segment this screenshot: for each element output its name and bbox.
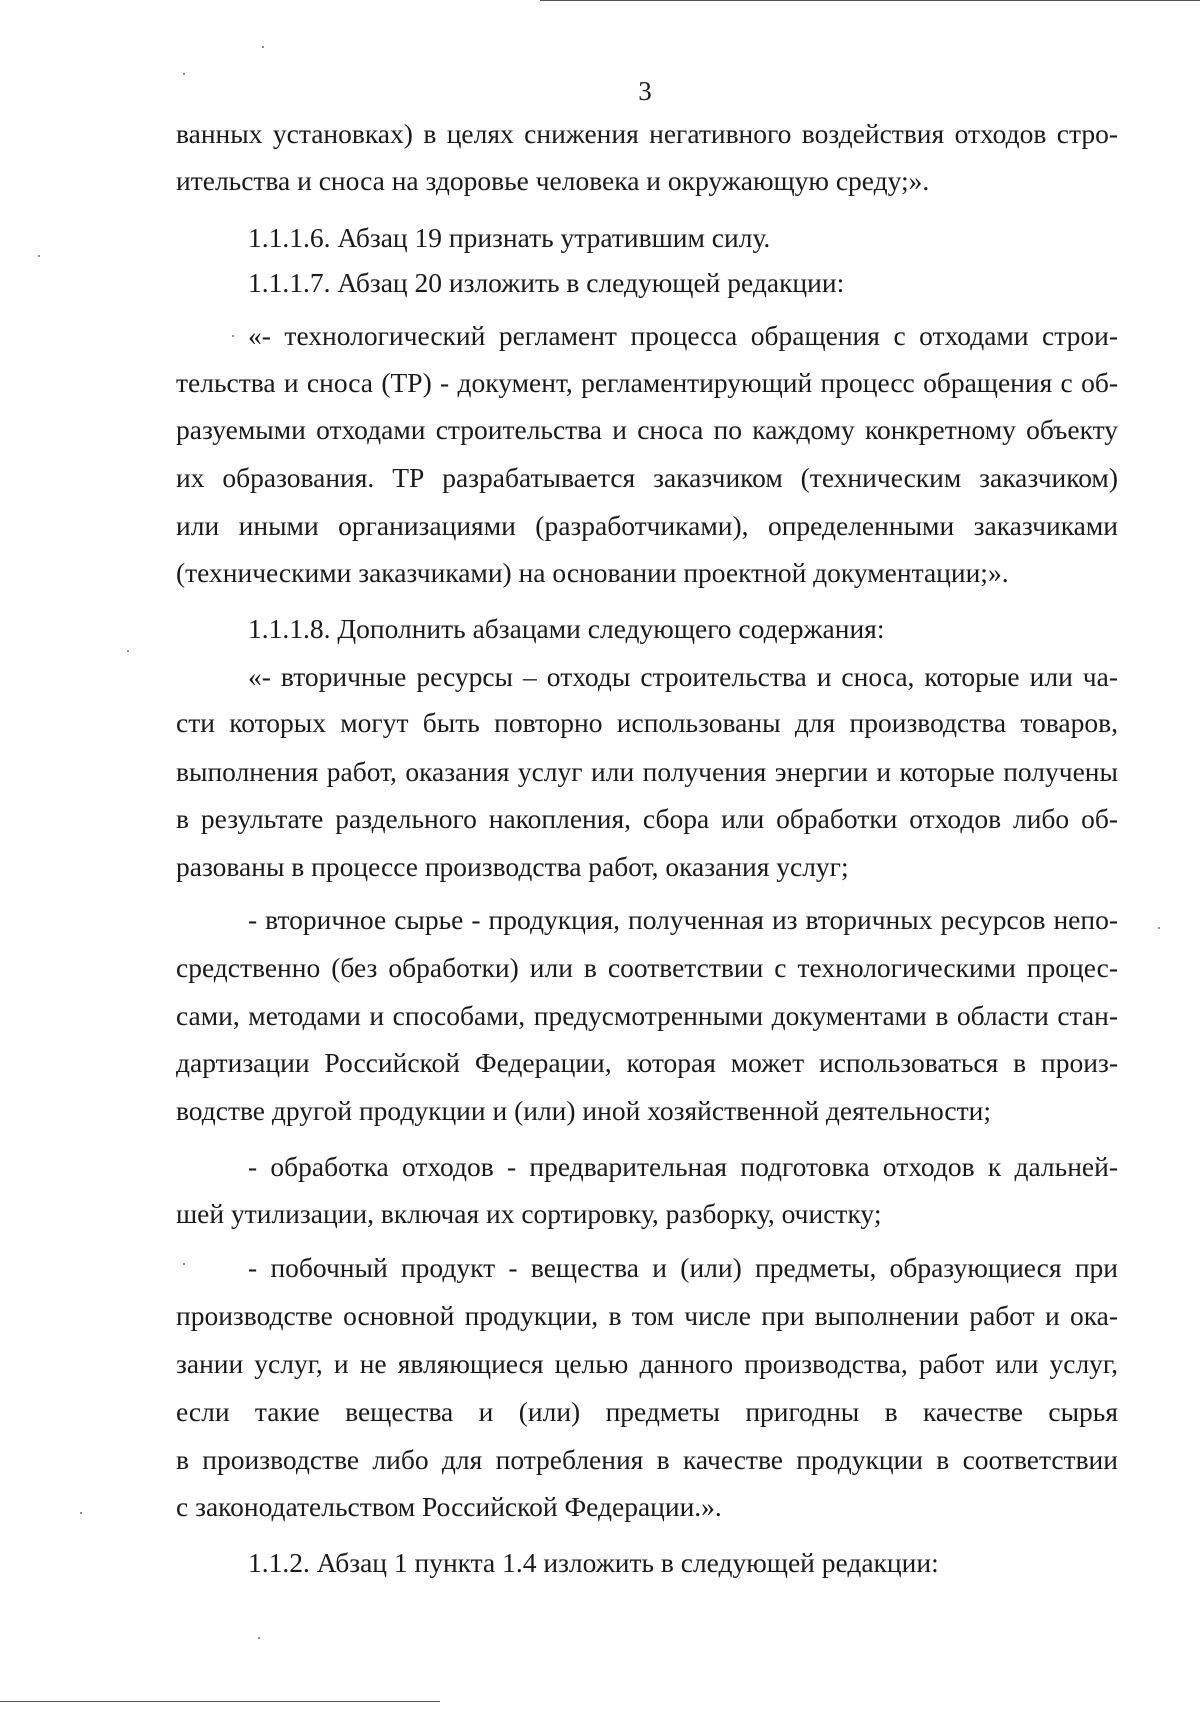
document-line: или иными организациями (разработчиками), определенными заказчиками: [176, 510, 1118, 541]
document-line: - обработка отходов - предварительная подготовка отходов к дальней-: [248, 1151, 1118, 1182]
document-line: - побочный продукт - вещества и (или) предметы, образующиеся при: [248, 1252, 1118, 1283]
document-line: в производстве либо для потребления в качестве продукции в соответствии: [176, 1444, 1118, 1475]
document-line: сти которых могут быть повторно использованы для производства товаров,: [176, 707, 1118, 738]
scan-speck: [1158, 927, 1160, 929]
document-line: шей утилизации, включая их сортировку, разборку, очистку;: [176, 1198, 882, 1229]
document-line: 1.1.2. Абзац 1 пункта 1.4 изложить в следующей редакции:: [248, 1547, 939, 1578]
page-number: 3: [638, 76, 652, 106]
scan-speck: [80, 1512, 82, 1514]
scan-bottom-rule: [0, 1701, 440, 1702]
scan-speck: [258, 1637, 260, 1639]
document-line: средственно (без обработки) или в соответствии с технологическими процес-: [176, 952, 1118, 983]
document-line: зании услуг, и не являющиеся целью данного производства, работ или услуг,: [176, 1348, 1118, 1379]
document-line: водстве другой продукции и (или) иной хозяйственной деятельности;: [176, 1095, 991, 1126]
scan-speck: [38, 255, 40, 257]
document-line: в результате раздельного накопления, сбора или обработки отходов либо об-: [176, 803, 1118, 834]
document-line: их образования. ТР разрабатывается заказчиком (техническим заказчиком): [176, 462, 1118, 493]
scan-speck: [232, 335, 234, 337]
document-line: (техническими заказчиками) на основании проектной документации;».: [176, 557, 1009, 588]
scan-top-rule: [540, 0, 1200, 1]
scan-speck: [183, 73, 185, 75]
document-line: 1.1.1.6. Абзац 19 признать утратившим силу.: [248, 222, 771, 253]
document-line: дартизации Российской Федерации, которая может использоваться в произ-: [176, 1047, 1118, 1078]
document-line: с законодательством Российской Федерации.».: [176, 1491, 722, 1522]
document-line: ванных установках) в целях снижения негативного воздействия отходов стро-: [176, 118, 1118, 149]
scan-speck: [183, 1263, 185, 1265]
document-line: 1.1.1.7. Абзац 20 изложить в следующей редакции:: [248, 267, 845, 298]
document-line: тельства и сноса (ТР) - документ, регламентирующий процесс обращения с об-: [176, 367, 1118, 398]
scan-speck: [127, 650, 129, 652]
document-line: выполнения работ, оказания услуг или получения энергии и которые получены: [176, 756, 1118, 787]
document-line: ительства и сноса на здоровье человека и окружающую среду;».: [176, 165, 930, 196]
document-line: разуемыми отходами строительства и сноса по каждому конкретному объекту: [176, 414, 1118, 445]
scan-speck: [262, 46, 264, 48]
document-line: 1.1.1.8. Дополнить абзацами следующего содержания:: [248, 613, 885, 644]
document-line: сами, методами и способами, предусмотренными документами в области стан-: [176, 1000, 1118, 1031]
document-line: если такие вещества и (или) предметы пригодны в качестве сырья: [176, 1396, 1118, 1427]
document-line: производстве основной продукции, в том числе при выполнении работ и ока-: [176, 1300, 1118, 1331]
document-line: - вторичное сырье - продукция, полученная из вторичных ресурсов непо-: [248, 904, 1118, 935]
document-line: «- вторичные ресурсы – отходы строительства и сноса, которые или ча-: [248, 661, 1118, 692]
document-line: «- технологический регламент процесса обращения с отходами строи-: [248, 320, 1118, 351]
document-line: разованы в процессе производства работ, оказания услуг;: [176, 851, 849, 882]
